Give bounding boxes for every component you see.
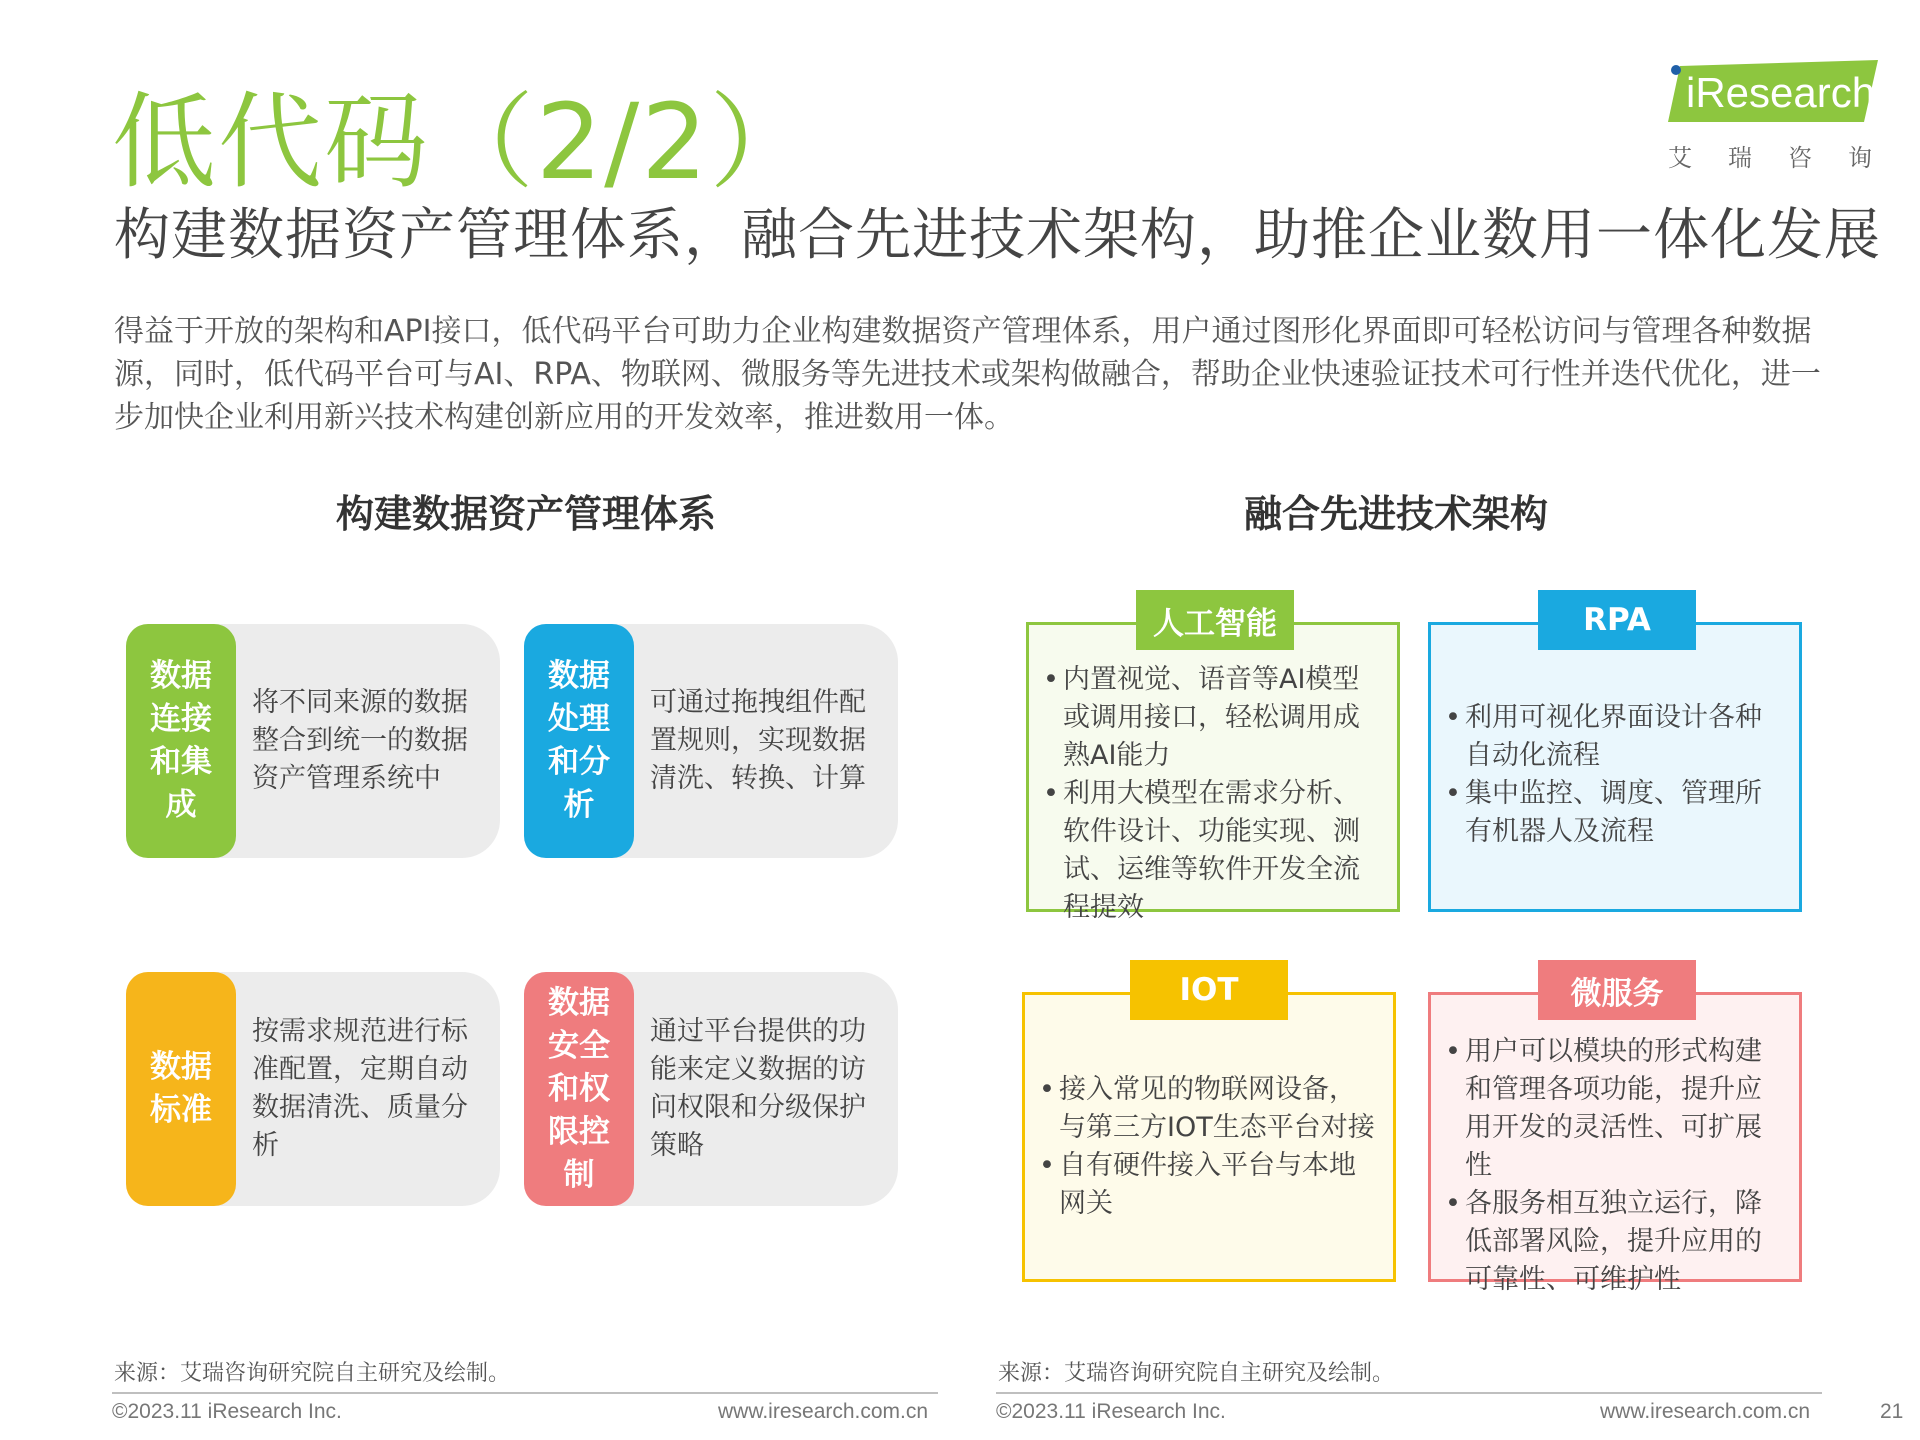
data-card-desc: 可通过拖拽组件配置规则，实现数据清洗、转换、计算 bbox=[650, 687, 866, 794]
right-section-title: 融合先进技术架构 bbox=[1243, 492, 1548, 536]
tech-box-item: • 各服务相互独立运行，降低部署风险，提升应用的可靠性、可维护性 bbox=[1443, 1185, 1785, 1299]
data-card-standards bbox=[126, 972, 500, 1206]
tech-box-list bbox=[1443, 1033, 1785, 1299]
tech-box-item: • 利用大模型在需求分析、软件设计、功能实现、测试、运维等软件开发全流程提效 bbox=[1041, 775, 1383, 927]
tech-box-item: • 用户可以模块的形式构建和管理各项功能，提升应用开发的灵活性、可扩展性 bbox=[1443, 1033, 1785, 1185]
copyright-left: ©2023.11 iResearch Inc. bbox=[112, 1400, 342, 1423]
source-note-right: 来源：艾瑞咨询研究院自主研究及绘制。 bbox=[998, 1361, 1395, 1386]
tech-tag-iot: IOT bbox=[1130, 960, 1288, 1020]
page-number: 21 bbox=[1880, 1400, 1904, 1423]
tech-box-item: • 利用可视化界面设计各种自动化流程 bbox=[1443, 699, 1785, 775]
copyright-right: ©2023.11 iResearch Inc. bbox=[996, 1400, 1226, 1423]
logo-cn-char: 咨 bbox=[1788, 144, 1812, 172]
data-card-security bbox=[524, 972, 898, 1206]
page-title: 低代码（2/2） bbox=[112, 81, 816, 203]
logo-i: i bbox=[1686, 69, 1696, 116]
tech-box-ai bbox=[1026, 622, 1400, 923]
tech-tag-ai: 人工智能 bbox=[1136, 590, 1294, 650]
data-card-desc: 将不同来源的数据整合到统一的数据资产管理系统中 bbox=[252, 687, 468, 794]
data-card-processing bbox=[524, 624, 898, 858]
data-card-label: 数据标准 bbox=[150, 1049, 212, 1128]
tech-box-list bbox=[1041, 661, 1383, 927]
logo-research: Research bbox=[1695, 69, 1876, 116]
data-card-desc: 通过平台提供的功能来定义数据的访问权限和分级保护策略 bbox=[650, 1016, 866, 1161]
tech-box-rpa bbox=[1428, 622, 1802, 912]
logo-cn-char: 瑞 bbox=[1728, 144, 1752, 172]
logo-cn-char: 艾 bbox=[1668, 144, 1692, 172]
data-card-label: 数据连接和集成 bbox=[150, 658, 212, 823]
data-card-label-box bbox=[126, 972, 236, 1206]
data-card-desc: 按需求规范进行标准配置，定期自动数据清洗、质量分析 bbox=[252, 1016, 468, 1161]
source-note-left: 来源：艾瑞咨询研究院自主研究及绘制。 bbox=[114, 1361, 511, 1386]
data-card-label: 数据安全和权限控制 bbox=[548, 984, 610, 1193]
tech-tag-rpa: RPA bbox=[1538, 590, 1696, 650]
page-subtitle: 构建数据资产管理体系，融合先进技术架构，助推企业数用一体化发展 bbox=[114, 203, 1881, 268]
logo-wordmark bbox=[1686, 70, 1875, 116]
data-card-label-box bbox=[524, 972, 634, 1206]
tech-box-item: • 内置视觉、语音等AI模型或调用接口，轻松调用成熟AI能力 bbox=[1041, 661, 1383, 775]
logo-chinese bbox=[1660, 138, 1880, 173]
tech-box-item: • 自有硬件接入平台与本地网关 bbox=[1037, 1147, 1379, 1223]
data-card-label: 数据处理和分析 bbox=[548, 658, 610, 823]
data-card-integration bbox=[126, 624, 500, 858]
tech-box-iot bbox=[1022, 992, 1396, 1282]
left-section-title: 构建数据资产管理体系 bbox=[335, 492, 716, 536]
data-card-label-box bbox=[524, 624, 634, 858]
tech-box-list bbox=[1443, 699, 1785, 851]
tech-box-list bbox=[1037, 1071, 1379, 1223]
logo-cn-char: 询 bbox=[1848, 144, 1872, 172]
data-card-label-box bbox=[126, 624, 236, 858]
tech-box-item: • 集中监控、调度、管理所有机器人及流程 bbox=[1443, 775, 1785, 851]
website-link-right[interactable]: www.iresearch.com.cn bbox=[1600, 1400, 1811, 1423]
website-link-left[interactable]: www.iresearch.com.cn bbox=[718, 1400, 929, 1423]
tech-tag-microservices: 微服务 bbox=[1538, 960, 1696, 1020]
tech-box-microservices bbox=[1428, 992, 1802, 1295]
footer-divider-right bbox=[996, 1392, 1822, 1394]
logo-dot bbox=[1671, 65, 1681, 75]
tech-box-item: • 接入常见的物联网设备，与第三方IOT生态平台对接 bbox=[1037, 1071, 1379, 1147]
iresearch-logo bbox=[1660, 60, 1880, 170]
intro-paragraph: 得益于开放的架构和API接口，低代码平台可助力企业构建数据资产管理体系，用户通过图形化界面即可轻松访问与管理各种数据源，同时，低代码平台可与AI、RPA、物联网、微服务等先进技术或架构做融合，帮助企业快速验证技术可行性并迭代优化，进一步加快企业利用新兴技术构建创新应用的开发效率，推进数用一体。 bbox=[114, 314, 1821, 435]
footer-divider-left bbox=[112, 1392, 938, 1394]
